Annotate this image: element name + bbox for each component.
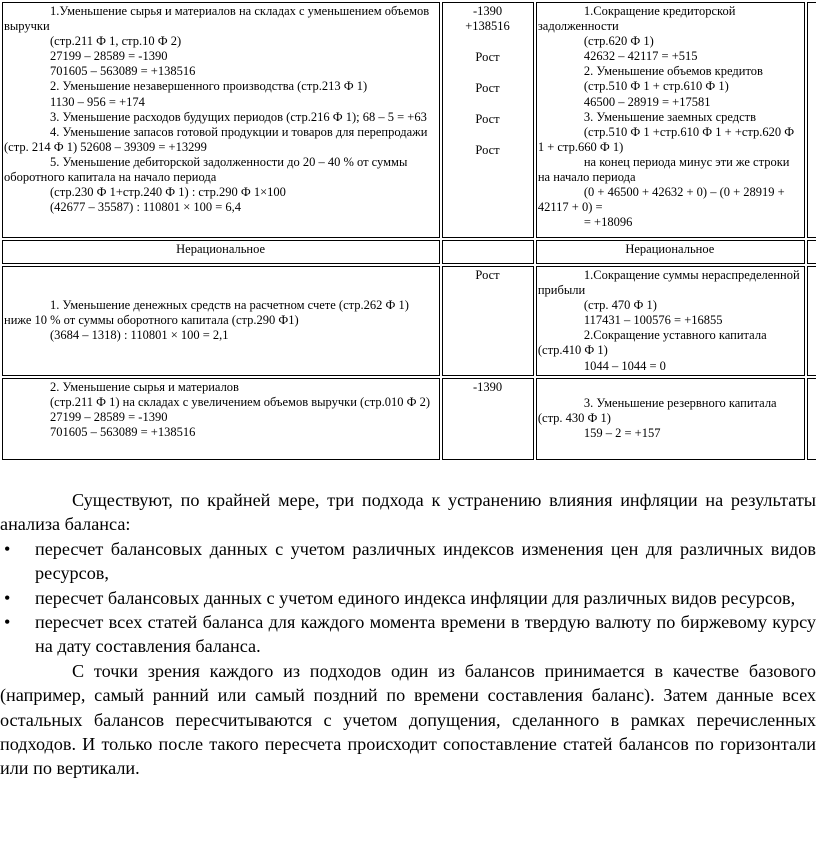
row1-left-line: 2. Уменьшение незавершенного производства (стр.213 Ф 1) <box>50 79 368 94</box>
row1-left-line: (42677 – 35587) : 110801 × 100 = 6,4 <box>50 200 242 215</box>
row1-right-line: 1.Сокращение кредиторской задолженности <box>537 4 736 34</box>
row1-right-line: (стр.510 Ф 1 +стр.610 Ф 1 + +стр.620 Ф 1 + стр.660 Ф 1) <box>537 124 795 154</box>
row3-right-cell <box>536 378 805 460</box>
row1-right-line: (стр.510 Ф 1 + стр.610 Ф 1) <box>583 79 729 94</box>
bullet-item <box>0 537 816 586</box>
row1-mid-value: Рост <box>475 81 500 96</box>
row1-right-line: 42632 – 42117 = +515 <box>583 49 698 64</box>
cut-off-cell <box>807 266 816 376</box>
row1-right-line: на конец периода минус эти же строки на начало периода <box>537 154 790 185</box>
section-header-left: Нерациональное <box>2 240 440 264</box>
bullet-icon: • <box>4 538 11 559</box>
row2-right-line: (стр. 470 Ф 1) <box>583 298 657 313</box>
bullet-item <box>0 586 816 610</box>
row2-left-cell <box>2 266 440 376</box>
row1-mid-cell <box>442 2 534 238</box>
row1-left-line: (стр.230 Ф 1+стр.240 Ф 1) : стр.290 Ф 1×100 <box>50 185 286 200</box>
row3-right-line: 3. Уменьшение резервного капитала (стр. 430 Ф 1) <box>537 396 777 426</box>
row1-mid-value: -1390 <box>472 4 503 18</box>
row1-left-line: 1.Уменьшение сырья и материалов на складах с уменьшением объемов выручки <box>4 4 430 34</box>
row3-left-line: 701605 – 563089 = +138516 <box>50 424 196 439</box>
cut-off-cell <box>807 2 816 238</box>
row3-right-line: 159 – 2 = +157 <box>583 426 661 441</box>
table-row <box>2 266 816 376</box>
row1-mid-value: Рост <box>475 112 500 127</box>
section-header-right: Нерациональное <box>536 240 805 264</box>
row3-left-line: 2. Уменьшение сырья и материалов <box>50 379 239 394</box>
row1-right-line: 2. Уменьшение объемов кредитов <box>583 64 763 79</box>
row2-mid-cell: Рост <box>442 266 534 376</box>
row1-left-line: 5. Уменьшение дебиторской задолженности до 20 – 40 % от суммы оборотного капитала на начало периода <box>4 154 408 185</box>
row1-right-line: 46500 – 28919 = +17581 <box>583 94 711 109</box>
row1-mid-value: Рост <box>475 50 500 65</box>
bullet-icon: • <box>4 612 11 633</box>
row1-mid-value: +138516 <box>465 19 510 34</box>
row2-left-line: 1. Уменьшение денежных средств на расчетном счете (стр.262 Ф 1) ниже 10 % от суммы оборотного капитала (стр.290 Ф1) <box>4 298 409 328</box>
row2-left-line: (3684 – 1318) : 110801 × 100 = 2,1 <box>50 328 229 343</box>
bullet-text: пересчет всех статей баланса для каждого момента времени в твердую валюту по биржевому курсу на дату составления баланса. <box>35 612 816 657</box>
bullet-icon: • <box>4 587 11 608</box>
row3-left-line: 27199 – 28589 = -1390 <box>50 409 168 424</box>
row1-left-line: 3. Уменьшение расходов будущих периодов (стр.216 Ф 1); 68 – 5 = +63 <box>50 109 427 124</box>
row1-left-cell <box>2 2 440 238</box>
cut-off-cell <box>807 240 816 264</box>
row3-mid-cell: -1390 <box>442 378 534 460</box>
row3-left-cell <box>2 378 440 460</box>
table-row <box>2 240 816 264</box>
row1-mid-value: Рост <box>475 143 500 158</box>
row1-right-line: = +18096 <box>583 215 633 230</box>
row2-right-line: 2.Сокращение уставного капитала (стр.410 Ф 1) <box>537 328 767 358</box>
table-row <box>2 2 816 238</box>
cut-off-cell <box>807 378 816 460</box>
row1-left-line: 701605 – 563089 = +138516 <box>50 64 196 79</box>
row1-left-line: (стр.211 Ф 1, стр.10 Ф 2) <box>50 34 182 49</box>
row1-right-line: 3. Уменьшение заемных средств <box>583 109 757 124</box>
table-row <box>2 378 816 460</box>
row1-left-line: 1130 – 956 = +174 <box>50 94 145 109</box>
row2-right-line: 1044 – 1044 = 0 <box>583 358 666 373</box>
row1-left-line: 4. Уменьшение запасов готовой продукции и товаров для перепродажи (стр. 214 Ф 1) 52608 – 39309 = +13299 <box>4 124 428 154</box>
bullet-text: пересчет балансовых данных с учетом различных индексов изменения цен для различных видов ресурсов, <box>35 538 816 584</box>
row2-right-line: 1.Сокращение суммы нераспределенной прибыли <box>537 268 800 298</box>
row2-right-line: 117431 – 100576 = +16855 <box>583 313 723 328</box>
body-text <box>0 488 816 781</box>
row1-left-line: 27199 – 28589 = -1390 <box>50 49 168 64</box>
row1-right-cell <box>536 2 805 238</box>
bullet-text: пересчет балансовых данных с учетом единого индекса инфляции для различных видов ресурсов, <box>35 587 796 608</box>
paragraph-intro: Существуют, по крайней мере, три подхода к устранению влияния инфляции на результаты анализа баланса: <box>0 490 816 535</box>
section-header-mid <box>442 240 534 264</box>
row1-right-line: (0 + 46500 + 42632 + 0) – (0 + 28919 + 42117 + 0) = <box>537 185 785 215</box>
row3-left-line: (стр.211 Ф 1) на складах с увеличением объемов выручки (стр.010 Ф 2) <box>50 394 431 409</box>
bullet-item <box>0 610 816 659</box>
row2-right-cell <box>536 266 805 376</box>
row1-right-line: (стр.620 Ф 1) <box>583 34 654 49</box>
paragraph-conclusion: С точки зрения каждого из подходов один из балансов принимается в качестве базового (например, самый ранний или самый поздний по времени составления баланс). Затем данные всех остальных балансов пересчитываются с учетом допущения, сделанного в рамках перечисленных подходов. И только после такого пересчета происходит сопоставление статей балансов по горизонтали или по вертикали. <box>0 660 816 779</box>
